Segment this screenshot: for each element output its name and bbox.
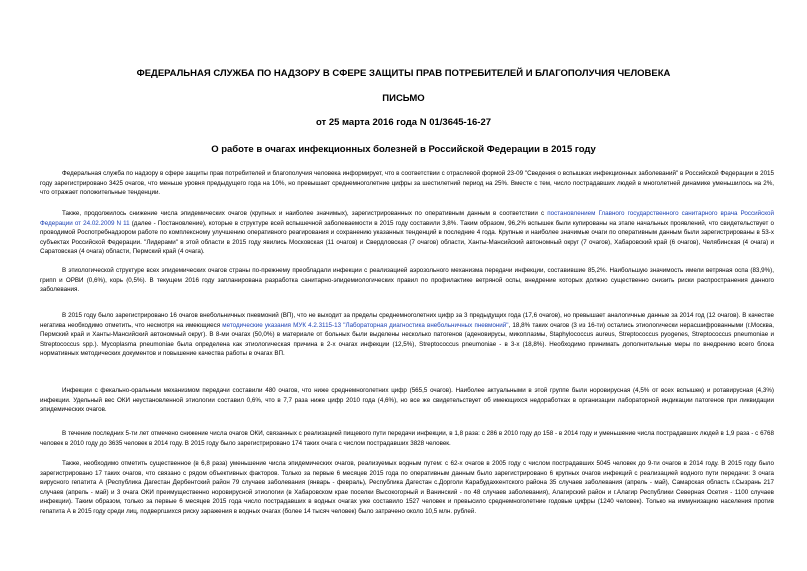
document-subject: О работе в очагах инфекционных болезней в Российской Федерации в 2015 году — [211, 144, 596, 155]
paragraph-2-text-b: (далее - Постановление), которые в структуре всей вспышечной заболеваемости в 2015 году составили 3,8%. Таким образом, 96,2% вспышек были купированы на этапе начальных проявлений, что свидетельствует о проводимой Роспотребнадзором работе по комплексному улучшению оперативного реагирования и сохранению указанных тенденций в последние 4 года. Крупные и наиболее значимые очаги по оперативным данным были зарегистрированы в 53-х субъектах Российской Федерации. "Лидерами" в этой области в 2015 году явились Московская (11 очагов) и Свердловская (7 очагов) области, Ханты-Мансийский автономный округ (7 очагов), Хабаровский край (6 очагов), Челябинская (4 очага) и Саратовская (4 очага) области, Пермский край (4 очага). — [40, 219, 774, 255]
paragraph-5: Инфекции с фекально-оральным механизмом передачи составили 480 очагов, что ниже среднемноголетних цифр (565,5 очагов). Наиболее актуальными в этой группе были норовирусная (4,5% от всех вспышек) и ротавирусная (4,3%) инфекции. Удельный вес ОКИ неустановленной этиологии составил 0,6%, что в 7,7 раза ниже цифр 2010 года (4,6%), но все же свидетельствует об имеющихся недоработках в организации лабораторной индикации патогенов при ликвидации эпидемических очагов. — [40, 387, 774, 413]
paragraph-4-text-b: , 18,8% таких очагов (3 из 16-ти) остались этиологически нерасшифрованными (г.Москва, Пермский край и Ханты-Мансийский автономный округ). В 8-ми очагах (50,0%) в материале от больных были выделены несколько патогенов (аденовирусы, микоплазмы, Staphylococcus aureus, Streptococcus pyogenes, Streptococcus pneumoniae и Streptococcus spp.). Mycoplasma pneumoniae была определена как этиологическая причина в 2-х очагах инфекции (12,5%), Streptococcus pneumoniae - в 3-х (18,8%). Необходимо принимать дополнительные меры по внедрению всего блока нормативных методических документов и повышение качества работы в очагах ВП. — [40, 321, 774, 357]
paragraph-2 — [40, 209, 774, 257]
agency-title: ФЕДЕРАЛЬНАЯ СЛУЖБА ПО НАДЗОРУ В СФЕРЕ ЗАЩИТЫ ПРАВ ПОТРЕБИТЕЛЕЙ И БЛАГОПОЛУЧИЯ ЧЕЛОВЕКА — [136, 68, 671, 79]
paragraph-4 — [40, 311, 774, 359]
document-date-number: от 25 марта 2016 года N 01/3645-16-27 — [315, 117, 492, 128]
resolution-link[interactable]: постановлением Главного государственного санитарного врача Российской Федерации от 24.02.2009 N 11 — [40, 210, 775, 227]
paragraph-3: В этиологической структуре всех эпидемических очагов страны по-прежнему преобладали инфекции с реализацией аэрозольного механизма передачи инфекции, составившие 85,2%. Наибольшую значимость имели ветряная оспа (83,9%), грипп и ОРВИ (0,6%), корь (0,5%). В текущем 2016 году запланирована разработка санитарно-эпидемиологических правил по профилактике ветряной оспы, внедрение которых должно существенно снизить риски распространения данного заболевания. — [40, 267, 774, 293]
paragraph-1: Федеральная служба по надзору в сфере защиты прав потребителей и благополучия человека информирует, что в соответствии с отраслевой формой 23-09 "Сведения о вспышках инфекционных заболеваний" в Российской Федерации в 2015 году зарегистрировано 3425 очагов, что меньше уровня предыдущего года на 10%, но превышает среднемноголетние цифры за шестилетний период на 25%. Вместе с тем, число пострадавших людей в многолетней динамике уменьшилось на 2%, что отражает положительные тенденции. — [40, 170, 774, 196]
guidelines-link[interactable]: методические указания МУК 4.2.3115-13 "Лабораторная диагностика внебольничных пневмоний" — [222, 321, 509, 329]
paragraph-7: Также, необходимо отметить существенное (в 6,8 раза) уменьшение числа эпидемических очагов, реализуемых водным путем: с 62-х очагов в 2005 году с числом пострадавших 5045 человек до 9-ти очагов в 2014 году. В 2015 году было зарегистрировано 17 таких очагов, что связано с рядом объективных факторов. Только за первые 6 месяцев 2015 года по оперативным данным было зарегистрировано 6 крупных очагов инфекций с реализацией водного пути передачи: 3 очага вирусного гепатита А (Республика Дагестан Дербентский район 79 случаев заболевания (январь - февраль), Республика Дагестан с.Дорголи Карабудахкентского района 35 случаев заболевания (апрель - май), Самарская область г.Сызрань 217 случаев (апрель - май) и 3 очага ОКИ преимущественно норовирусной этиологии (в Хабаровском крае поселки Высокогорный и Ванинский - по 48 случаев заболевания), Алагирский район и г.Алагир Республики Северная Осетия - 1100 случаев инфекции). Таким образом, только за первые 6 месяцев 2015 года число пострадавших в водных очагах уже составило 1527 человек и превысило среднемноголетние годовые цифры (1240 человек). Только на иммунизацию населения против гепатита А в 2015 году среди лиц, подвергшихся риску заражения в водных очагах (более 14 тысяч человек) было затрачено около 10,5 млн. рублей. — [40, 460, 774, 515]
paragraph-4-text-a: В 2015 году было зарегистрировано 16 очагов внебольничных пневмоний (ВП), что не выходит за пределы среднемноголетних цифр за 3 предыдущих года (17,6 очагов), но превышает аналогичные данные за 2014 год (12 очагов). В качестве негатива необходимо отметить, что несмотря на имеющиеся — [40, 312, 774, 329]
paragraph-2-text-a: Также, продолжилось снижение числа эпидемических очагов (крупных и наиболее значимых), зарегистрированных по оперативным данным в соответствии с — [62, 210, 548, 217]
document-type: ПИСЬМО — [382, 93, 425, 104]
paragraph-6: В течение последних 5-ти лет отмечено снижение числа очагов ОКИ, связанных с реализацией пищевого пути передачи инфекции, в 1,8 раза: с 286 в 2010 году до 158 - в 2014 году и уменьшение числа пострадавших людей в 1,9 раза - с 6768 человек в 2010 году до 3635 человек в 2014 году. В 2015 году было зарегистрировано 174 таких очага с числом пострадавших 3828 человек. — [40, 430, 774, 447]
